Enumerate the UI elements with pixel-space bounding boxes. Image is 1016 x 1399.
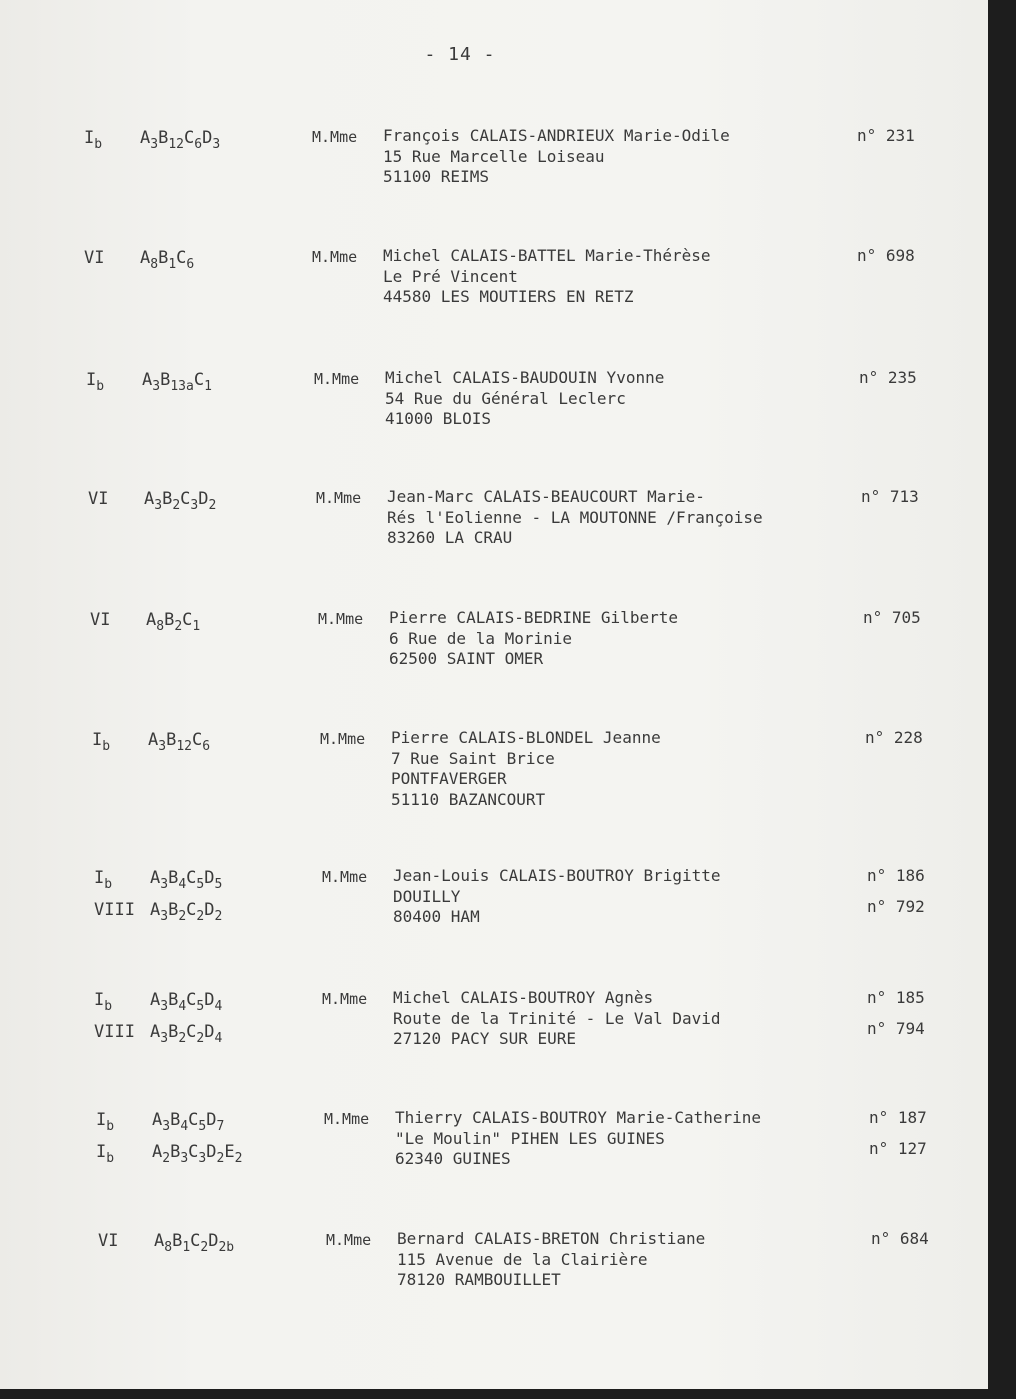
formula-letter: D [206,1142,217,1162]
formula-letter: B [168,990,179,1010]
name-line: Jean-Louis CALAIS-BOUTROY Brigitte [393,866,721,885]
formula-letter: D [204,900,215,920]
civility-title: M.Mme [318,610,364,628]
formula-index: 4 [214,999,223,1014]
genealogy-formula [154,1231,234,1255]
class-code [88,489,108,509]
class-code [92,730,110,754]
name-line: Pierre CALAIS-BLONDEL Jeanne [391,728,661,747]
formula-letter: A [150,1022,161,1042]
class-code-main: I [96,1142,107,1162]
formula-letter: B [160,370,171,390]
formula-index: 3 [150,137,159,152]
formula-letter: A [146,610,157,630]
name-line: Michel CALAIS-BATTEL Marie-Thérèse [383,246,711,265]
formula-index: 3 [180,1151,189,1166]
name-line: Michel CALAIS-BOUTROY Agnès [393,988,654,1007]
formula-index: 5 [196,877,205,892]
address-line: 44580 LES MOUTIERS EN RETZ [383,287,634,306]
formula-letter: B [158,248,169,268]
formula-index: 4 [178,877,187,892]
formula-index: 2 [216,1151,225,1166]
formula-index: 8 [164,1240,173,1255]
formula-letter: D [202,128,213,148]
formula-index: 4 [214,1031,223,1046]
formula-letter: D [204,868,215,888]
class-code [96,1142,114,1166]
class-code-sub: b [106,1119,115,1134]
name-line: Bernard CALAIS-BRETON Christiane [397,1229,706,1248]
formula-index: 5 [196,999,205,1014]
formula-index: 4 [178,999,187,1014]
formula-letter: C [182,610,193,630]
formula-index: 3 [198,1151,207,1166]
class-code-main: VIII [94,1022,135,1042]
address-line: Route de la Trinité - Le Val David [393,1008,721,1028]
formula-letter: B [162,489,173,509]
civility-title: M.Mme [320,730,366,748]
address-line: 83260 LA CRAU [387,528,513,547]
formula-letter: D [198,489,209,509]
class-code-main: I [86,370,97,390]
address-line: DOUILLY [393,886,461,906]
name-line: Jean-Marc CALAIS-BEAUCOURT Marie- [387,487,705,506]
formula-index: 3 [158,739,167,754]
address-line: 78120 RAMBOUILLET [397,1270,561,1289]
class-code-sub: b [104,877,113,892]
genealogy-formula [150,868,222,892]
member-number: n° 186 [867,866,925,885]
page-number: - 14 - [424,44,496,65]
genealogy-formula [152,1142,242,1166]
formula-letter: A [152,1142,163,1162]
class-code-sub: b [104,999,113,1014]
civility-title: M.Mme [326,1231,372,1249]
formula-letter: C [186,1022,197,1042]
address-line: 27120 PACY SUR EURE [393,1029,577,1048]
formula-index: 13a [170,379,194,394]
formula-index: 1 [192,619,201,634]
formula-letter: B [172,1231,183,1251]
formula-letter: A [152,1110,163,1130]
civility-title: M.Mme [312,248,358,266]
formula-letter: A [150,868,161,888]
address-line: 54 Rue du Général Leclerc [385,388,626,408]
formula-letter: C [183,128,195,148]
formula-index: 2 [178,909,187,924]
class-code [94,900,135,920]
formula-letter: D [206,1110,217,1130]
formula-letter: B [158,128,169,148]
formula-index: 3 [212,137,221,152]
class-code [86,370,104,394]
formula-letter: A [142,370,153,390]
class-code-main: I [84,128,95,148]
formula-index: 3 [162,1119,171,1134]
formula-index: 2 [178,1031,187,1046]
address-line: 62340 GUINES [395,1149,511,1168]
formula-index: 3 [160,909,169,924]
class-code-sub: b [96,379,105,394]
class-code [94,990,112,1014]
scan-border-bottom [0,1389,1016,1399]
formula-index: 2 [196,1031,205,1046]
address-line: Le Pré Vincent [383,266,518,286]
genealogy-formula [150,1022,222,1046]
formula-index: 3 [160,1031,169,1046]
formula-index: 4 [180,1119,189,1134]
formula-index: 3 [152,379,161,394]
formula-letter: B [168,900,179,920]
address-line: 51100 REIMS [383,167,489,186]
genealogy-formula [146,610,200,634]
formula-letter: A [140,248,151,268]
formula-index: 2 [172,498,181,513]
formula-index: 5 [214,877,223,892]
member-number: n° 228 [865,728,923,747]
member-number: n° 794 [867,1019,925,1038]
address-line: 6 Rue de la Morinie [389,628,573,648]
formula-letter: C [188,1142,199,1162]
name-line: Michel CALAIS-BAUDOUIN Yvonne [385,368,665,387]
address-line: 80400 HAM [393,907,480,926]
formula-letter: C [180,489,191,509]
member-number: n° 698 [857,246,915,265]
formula-index: 2b [218,1240,235,1255]
formula-letter: E [224,1142,235,1162]
address-line: 7 Rue Saint Brice [391,748,555,768]
class-code-sub: b [102,739,111,754]
class-code [84,128,102,152]
formula-index: 2 [174,619,183,634]
formula-index: 3 [160,999,169,1014]
genealogy-formula [152,1110,224,1134]
genealogy-formula [148,730,210,754]
formula-letter: A [150,900,161,920]
civility-title: M.Mme [312,128,358,146]
member-number: n° 705 [863,608,921,627]
formula-letter: B [170,1110,181,1130]
formula-index: 3 [160,877,169,892]
formula-letter: B [166,730,177,750]
formula-index: 2 [162,1151,171,1166]
member-number: n° 187 [869,1108,927,1127]
address-line: 15 Rue Marcelle Loiseau [383,146,605,166]
formula-letter: A [150,990,161,1010]
name-line: François CALAIS-ANDRIEUX Marie-Odile [383,126,730,145]
formula-letter: C [193,370,205,390]
formula-letter: B [168,868,179,888]
class-code [94,1022,135,1042]
class-code-main: VI [98,1231,119,1251]
civility-title: M.Mme [324,1110,370,1128]
member-number: n° 792 [867,897,925,916]
formula-index: 6 [202,739,211,754]
address-line: "Le Moulin" PIHEN LES GUINES [395,1128,665,1148]
formula-letter: B [170,1142,181,1162]
formula-index: 7 [216,1119,225,1134]
formula-index: 2 [234,1151,243,1166]
member-number: n° 231 [857,126,915,145]
class-code-main: VI [90,610,111,630]
genealogy-formula [142,370,212,394]
class-code-sub: b [94,137,103,152]
genealogy-formula [144,489,216,513]
class-code-main: I [94,868,105,888]
class-code [90,610,110,630]
class-code [96,1110,114,1134]
formula-letter: C [188,1110,199,1130]
class-code [98,1231,118,1251]
member-number: n° 713 [861,487,919,506]
class-code-main: VI [88,489,109,509]
formula-index: 2 [208,498,217,513]
formula-index: 5 [198,1119,207,1134]
class-code-main: I [94,990,105,1010]
member-number: n° 185 [867,988,925,1007]
class-code [94,868,112,892]
genealogy-formula [140,128,220,152]
formula-index: 2 [196,909,205,924]
genealogy-formula [150,990,222,1014]
formula-index: 1 [168,257,177,272]
formula-letter: A [140,128,151,148]
formula-letter: B [168,1022,179,1042]
formula-index: 2 [200,1240,209,1255]
address-line: PONTFAVERGER [391,769,507,788]
formula-index: 3 [154,498,163,513]
civility-title: M.Mme [314,370,360,388]
class-code-main: I [96,1110,107,1130]
formula-letter: A [154,1231,165,1251]
formula-letter: C [186,868,197,888]
address-line: 51110 BAZANCOURT [391,789,546,809]
formula-index: 12 [176,739,192,754]
civility-title: M.Mme [322,990,368,1008]
formula-index: 8 [156,619,165,634]
member-number: n° 235 [859,368,917,387]
class-code-main: I [92,730,103,750]
formula-letter: A [148,730,159,750]
formula-letter: C [186,900,197,920]
member-number: n° 684 [871,1229,929,1248]
formula-letter: C [186,990,197,1010]
formula-letter: D [204,990,215,1010]
genealogy-formula [140,248,194,272]
formula-letter: A [144,489,155,509]
class-code-main: VI [84,248,105,268]
formula-letter: B [164,610,175,630]
formula-index: 2 [214,909,223,924]
name-line: Thierry CALAIS-BOUTROY Marie-Catherine [395,1108,762,1127]
formula-index: 1 [182,1240,191,1255]
address-line: Rés l'Eolienne - LA MOUTONNE /Françoise [387,507,763,527]
formula-letter: C [191,730,203,750]
class-code-sub: b [106,1151,115,1166]
address-line: 115 Avenue de la Clairière [397,1249,648,1269]
formula-letter: C [176,248,187,268]
formula-index: 1 [204,379,212,394]
genealogy-formula [150,900,222,924]
formula-index: 8 [150,257,159,272]
civility-title: M.Mme [322,868,368,886]
formula-index: 6 [194,137,203,152]
member-number: n° 127 [869,1139,927,1158]
formula-index: 12 [168,137,184,152]
civility-title: M.Mme [316,489,362,507]
class-code-main: VIII [94,900,135,920]
formula-index: 3 [190,498,199,513]
formula-index: 6 [186,257,195,272]
scan-border-right [988,0,1016,1399]
class-code [84,248,104,268]
name-line: Pierre CALAIS-BEDRINE Gilberte [389,608,678,627]
formula-letter: D [204,1022,215,1042]
formula-letter: D [208,1231,219,1251]
formula-letter: C [190,1231,201,1251]
address-line: 62500 SAINT OMER [389,649,544,668]
address-line: 41000 BLOIS [385,409,491,428]
